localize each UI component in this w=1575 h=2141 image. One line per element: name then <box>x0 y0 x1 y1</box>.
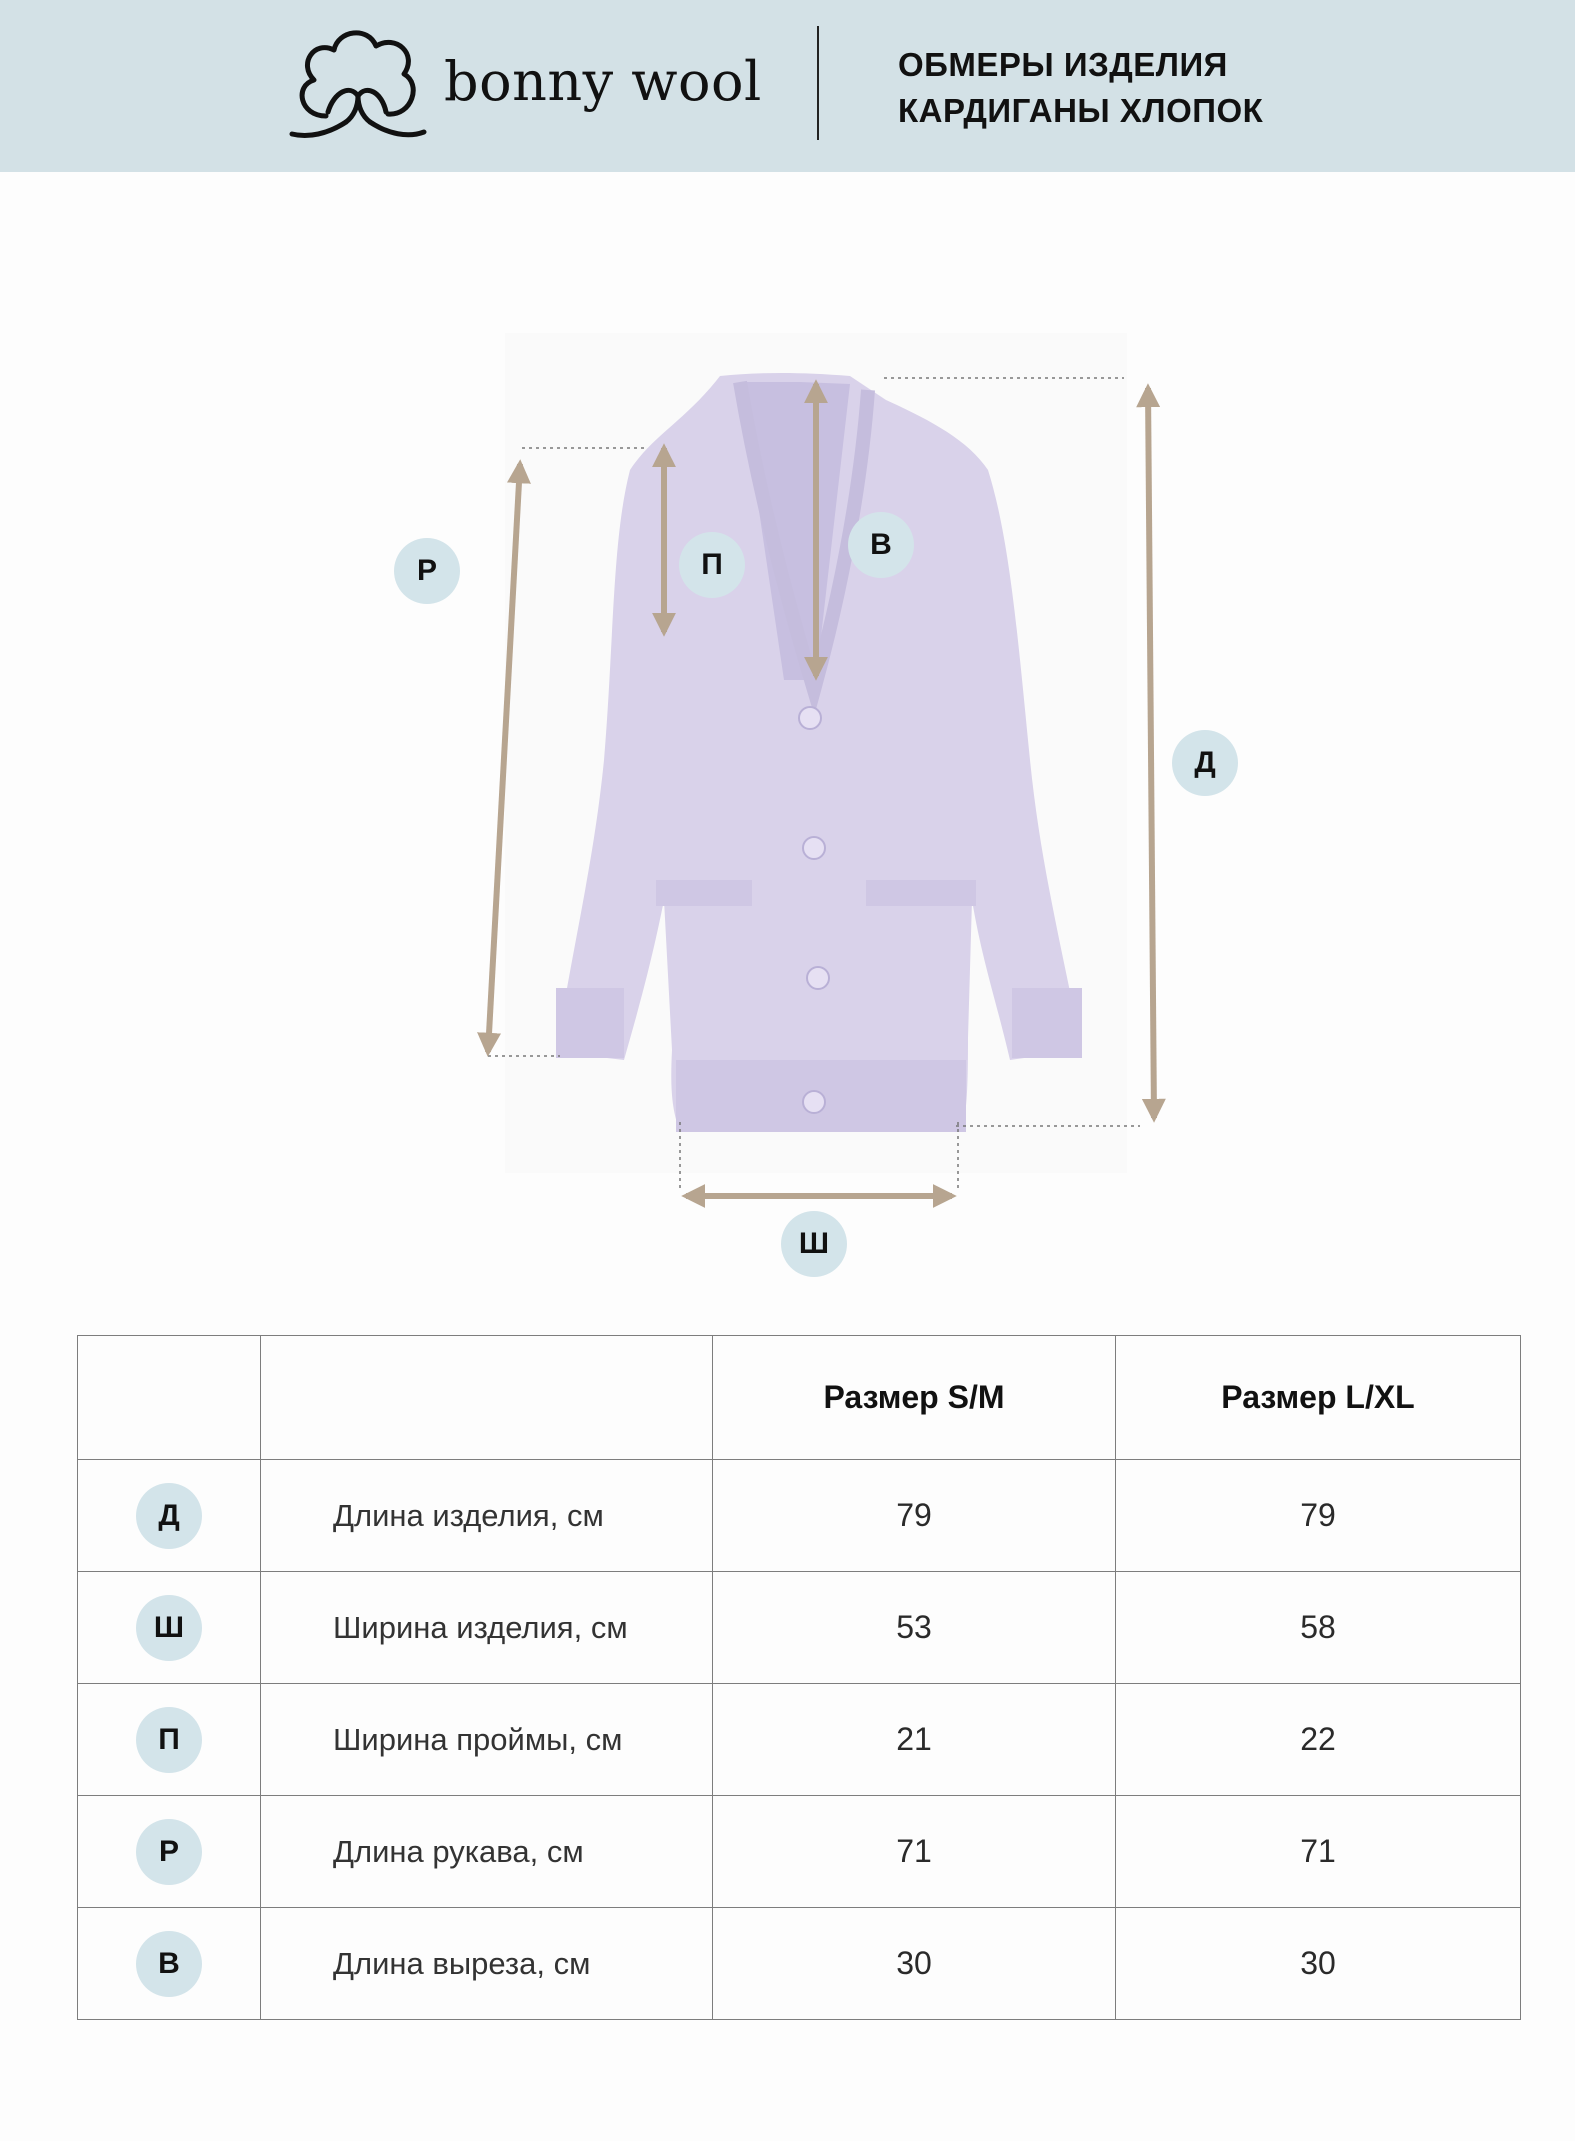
row-value-sm: 30 <box>713 1908 1116 2020</box>
size-table <box>77 1335 1521 2020</box>
table-row <box>78 1796 1521 1908</box>
badge-length: Д <box>1172 730 1238 796</box>
badge-sleeve: Р <box>394 538 460 604</box>
table-header-row <box>78 1336 1521 1460</box>
table-row <box>78 1684 1521 1796</box>
row-value-lxl: 58 <box>1116 1572 1521 1684</box>
row-code-badge: Р <box>136 1819 202 1885</box>
row-code-badge: Ш <box>136 1595 202 1661</box>
row-value-sm: 71 <box>713 1796 1116 1908</box>
header <box>0 0 1575 172</box>
badge-armhole: П <box>679 532 745 598</box>
header-cell-code <box>78 1336 261 1460</box>
row-code-badge: Д <box>136 1483 202 1549</box>
header-divider <box>817 26 819 140</box>
badge-neckline: В <box>848 512 914 578</box>
title-line-1: ОБМЕРЫ ИЗДЕЛИЯ <box>898 46 1228 83</box>
cotton-logo-icon <box>288 24 428 144</box>
row-code-badge: П <box>136 1707 202 1773</box>
row-label: Ширина изделия, см <box>261 1572 713 1684</box>
header-cell-lxl: Размер L/XL <box>1116 1336 1521 1460</box>
row-value-lxl: 79 <box>1116 1460 1521 1572</box>
row-label: Длина рукава, см <box>261 1796 713 1908</box>
row-value-lxl: 71 <box>1116 1796 1521 1908</box>
page-title <box>898 42 1263 134</box>
title-line-2: КАРДИГАНЫ ХЛОПОК <box>898 92 1264 129</box>
row-value-sm: 53 <box>713 1572 1116 1684</box>
row-code-badge: В <box>136 1931 202 1997</box>
row-value-lxl: 22 <box>1116 1684 1521 1796</box>
cardigan-illustration <box>0 300 1575 1300</box>
brand-name: bonny wool <box>444 50 762 113</box>
badge-width: Ш <box>781 1211 847 1277</box>
header-cell-label <box>261 1336 713 1460</box>
measurement-diagram <box>0 300 1575 1300</box>
table-row <box>78 1460 1521 1572</box>
table-row <box>78 1572 1521 1684</box>
header-cell-sm: Размер S/M <box>713 1336 1116 1460</box>
row-value-lxl: 30 <box>1116 1908 1521 2020</box>
arrow-length <box>1148 388 1154 1118</box>
row-value-sm: 21 <box>713 1684 1116 1796</box>
row-label: Длина изделия, см <box>261 1460 713 1572</box>
table-row <box>78 1908 1521 2020</box>
row-label: Длина выреза, см <box>261 1908 713 2020</box>
row-value-sm: 79 <box>713 1460 1116 1572</box>
row-label: Ширина проймы, см <box>261 1684 713 1796</box>
